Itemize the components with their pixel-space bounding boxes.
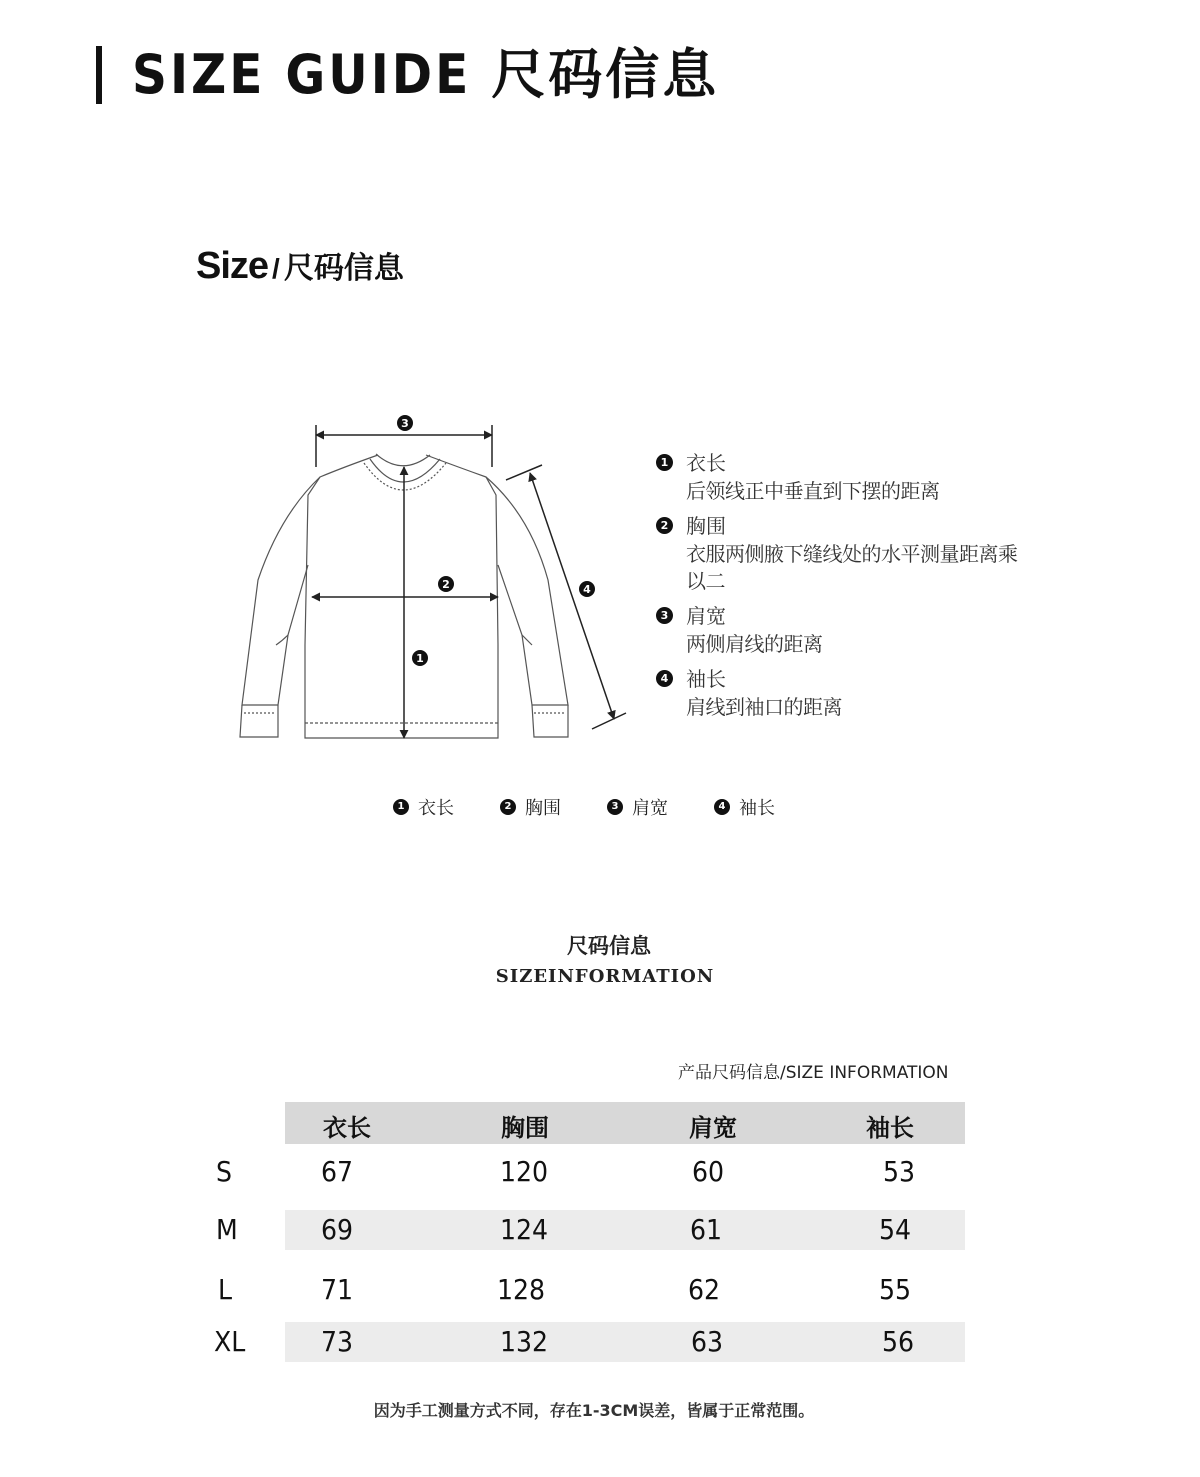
marker-1 [412, 650, 428, 666]
sweatshirt-diagram [230, 405, 630, 755]
measurement-descriptions [656, 448, 1036, 727]
measurement-number: 1 [656, 454, 673, 471]
table-cell: 56 [882, 1325, 915, 1358]
legend-number: 3 [607, 799, 623, 815]
measurement-name: 肩宽 [686, 604, 726, 628]
legend-label: 袖长 [739, 798, 775, 819]
marker-3 [397, 415, 413, 431]
table-cell: 60 [692, 1155, 725, 1188]
svg-text:1: 1 [416, 652, 424, 665]
measurement-item [656, 601, 1036, 658]
size-heading-separator: / [272, 253, 280, 284]
column-header: 袖长 [866, 1114, 914, 1142]
table-cell: 124 [500, 1213, 549, 1246]
table-cell: 120 [500, 1155, 549, 1188]
size-heading [196, 244, 404, 296]
measurement-item [656, 448, 1036, 505]
measurement-name: 袖长 [686, 667, 726, 691]
table-cell: 132 [500, 1325, 549, 1358]
measurement-item [656, 511, 1036, 595]
measurement-number: 4 [656, 670, 673, 687]
size-heading-en: Size [196, 245, 269, 287]
measurement-item [656, 664, 1036, 721]
table-row-band [285, 1322, 965, 1362]
sleeve-bottom-tick [592, 713, 626, 729]
table-cell: 61 [690, 1213, 723, 1246]
legend-label: 肩宽 [632, 798, 668, 819]
column-header: 胸围 [501, 1114, 549, 1142]
svg-text:4: 4 [583, 583, 591, 596]
row-size-label: S [216, 1155, 232, 1188]
legend-number: 4 [714, 799, 730, 815]
table-cell: 128 [497, 1273, 546, 1306]
table-cell: 53 [883, 1155, 916, 1188]
legend-label: 衣长 [418, 798, 454, 819]
measurement-lines [312, 425, 626, 738]
svg-text:3: 3 [401, 417, 409, 430]
measurement-desc: 后领线正中垂直到下摆的距离 [686, 479, 940, 503]
svg-text:2: 2 [442, 578, 450, 591]
legend-number: 1 [393, 799, 409, 815]
marker-4 [579, 581, 595, 597]
column-header: 衣长 [323, 1114, 371, 1142]
row-size-label: L [218, 1273, 233, 1306]
legend-item [500, 794, 561, 820]
measurement-number: 2 [656, 517, 673, 534]
column-header: 肩宽 [689, 1114, 737, 1142]
measurement-number: 3 [656, 607, 673, 624]
table-header-band [285, 1102, 965, 1144]
sleeve-top-tick [506, 465, 542, 480]
table-cell: 71 [321, 1273, 354, 1306]
table-caption: 产品尺码信息/SIZE INFORMATION [678, 1063, 949, 1083]
legend-item [714, 794, 775, 820]
measurement-name: 衣长 [686, 451, 726, 475]
measurement-footnote: 因为手工测量方式不同，存在1-3CM误差，皆属于正常范围。 [373, 1401, 815, 1420]
info-title-zh: 尺码信息 [567, 934, 651, 958]
legend-label: 胸围 [525, 798, 561, 819]
table-cell: 62 [688, 1273, 721, 1306]
measurement-desc: 两侧肩线的距离 [686, 632, 823, 656]
diagram-legend [393, 794, 821, 820]
legend-item [607, 794, 668, 820]
row-size-label: M [216, 1213, 238, 1246]
measurement-desc: 衣服两侧腋下缝线处的水平测量距离乘以二 [686, 542, 1018, 593]
info-title-en: SIZEINFORMATION [495, 966, 715, 987]
sleeve-length-line [530, 473, 614, 719]
legend-number: 2 [500, 799, 516, 815]
table-cell: 63 [691, 1325, 724, 1358]
legend-item [393, 794, 454, 820]
page-title: SIZE GUIDE 尺码信息 [132, 43, 720, 106]
size-heading-zh: 尺码信息 [283, 252, 404, 285]
table-cell: 54 [879, 1213, 912, 1246]
table-cell: 73 [321, 1325, 354, 1358]
table-cell: 69 [321, 1213, 354, 1246]
title-accent-bar [96, 46, 102, 104]
measurement-name: 胸围 [686, 514, 726, 538]
table-row-band [285, 1210, 965, 1250]
measurement-desc: 肩线到袖口的距离 [686, 695, 842, 719]
diagram-markers [397, 415, 595, 666]
marker-2 [438, 576, 454, 592]
row-size-label: XL [214, 1325, 246, 1358]
table-cell: 55 [879, 1273, 912, 1306]
table-cell: 67 [321, 1155, 354, 1188]
